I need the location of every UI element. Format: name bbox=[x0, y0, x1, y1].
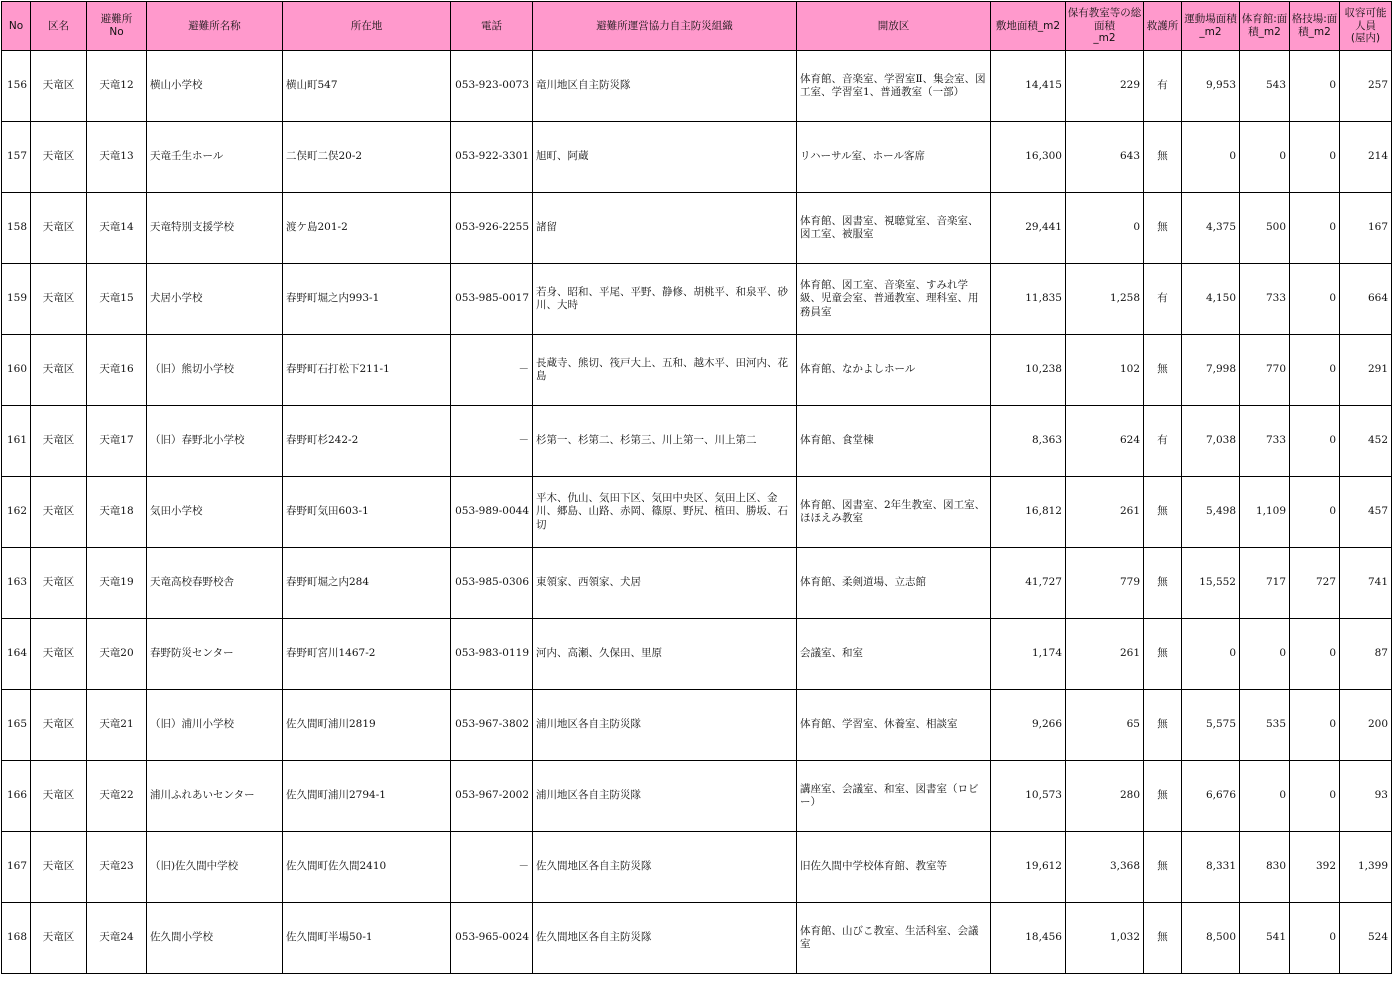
cell-open-areas: リハーサル室、ホール客席 bbox=[797, 122, 991, 193]
cell-open-areas: 講座室、会議室、和室、図書室（ロビー） bbox=[797, 761, 991, 832]
cell-ward: 天竜区 bbox=[31, 122, 87, 193]
cell-open-areas: 体育館、柔剣道場、立志館 bbox=[797, 548, 991, 619]
header-no: No bbox=[2, 2, 31, 51]
cell-open-areas: 体育館、山びこ教室、生活科室、会議室 bbox=[797, 903, 991, 974]
cell-open-areas: 旧佐久間中学校体育館、教室等 bbox=[797, 832, 991, 903]
cell-first-aid: 有 bbox=[1144, 51, 1182, 122]
cell-no: 156 bbox=[2, 51, 31, 122]
cell-site-area: 10,238 bbox=[991, 335, 1066, 406]
cell-organization: 長蔵寺、熊切、筏戸大上、五和、越木平、田河内、花島 bbox=[533, 335, 797, 406]
cell-address: 佐久間町佐久間2410 bbox=[283, 832, 451, 903]
cell-address: 渡ケ島201-2 bbox=[283, 193, 451, 264]
cell-first-aid: 無 bbox=[1144, 122, 1182, 193]
cell-shelter-no: 天竜14 bbox=[87, 193, 147, 264]
cell-shelter-name: 天竜高校春野校舎 bbox=[147, 548, 283, 619]
cell-gym-area: 0 bbox=[1240, 122, 1290, 193]
cell-no: 168 bbox=[2, 903, 31, 974]
cell-no: 166 bbox=[2, 761, 31, 832]
cell-phone: 053-923-0073 bbox=[451, 51, 533, 122]
cell-site-area: 10,573 bbox=[991, 761, 1066, 832]
cell-gym-area: 770 bbox=[1240, 335, 1290, 406]
cell-capacity: 457 bbox=[1340, 477, 1392, 548]
cell-ward: 天竜区 bbox=[31, 264, 87, 335]
cell-classroom-area: 0 bbox=[1066, 193, 1144, 264]
cell-shelter-no: 天竜19 bbox=[87, 548, 147, 619]
cell-playground-area: 4,375 bbox=[1182, 193, 1240, 264]
cell-organization: 竜川地区自主防災隊 bbox=[533, 51, 797, 122]
table-body bbox=[2, 51, 1392, 974]
cell-no: 157 bbox=[2, 122, 31, 193]
cell-address: 春野町石打松下211-1 bbox=[283, 335, 451, 406]
cell-site-area: 16,812 bbox=[991, 477, 1066, 548]
cell-martial-arts-area: 0 bbox=[1290, 406, 1340, 477]
cell-playground-area: 9,953 bbox=[1182, 51, 1240, 122]
cell-address: 春野町堀之内284 bbox=[283, 548, 451, 619]
cell-gym-area: 830 bbox=[1240, 832, 1290, 903]
cell-ward: 天竜区 bbox=[31, 832, 87, 903]
cell-shelter-name: （旧)佐久間中学校 bbox=[147, 832, 283, 903]
header-open-areas: 開放区 bbox=[797, 2, 991, 51]
cell-no: 158 bbox=[2, 193, 31, 264]
cell-no: 167 bbox=[2, 832, 31, 903]
cell-phone: 053-967-2002 bbox=[451, 761, 533, 832]
cell-classroom-area: 280 bbox=[1066, 761, 1144, 832]
cell-capacity: 452 bbox=[1340, 406, 1392, 477]
cell-organization: 平木、仇山、気田下区、気田中央区、気田上区、金川、郷島、山路、赤岡、篠原、野尻、植田、勝坂、石切 bbox=[533, 477, 797, 548]
table-row bbox=[2, 406, 1392, 477]
cell-site-area: 16,300 bbox=[991, 122, 1066, 193]
cell-shelter-name: 犬居小学校 bbox=[147, 264, 283, 335]
cell-phone: 053-965-0024 bbox=[451, 903, 533, 974]
shelter-table bbox=[1, 1, 1392, 974]
cell-address: 佐久間町浦川2794-1 bbox=[283, 761, 451, 832]
cell-playground-area: 6,676 bbox=[1182, 761, 1240, 832]
cell-playground-area: 7,038 bbox=[1182, 406, 1240, 477]
table-row bbox=[2, 264, 1392, 335]
cell-playground-area: 8,331 bbox=[1182, 832, 1240, 903]
header-capacity: 収容可能人員 (屋内) bbox=[1340, 2, 1392, 51]
cell-gym-area: 0 bbox=[1240, 619, 1290, 690]
cell-ward: 天竜区 bbox=[31, 548, 87, 619]
cell-phone: － bbox=[451, 406, 533, 477]
header-row bbox=[2, 2, 1392, 51]
table-row bbox=[2, 619, 1392, 690]
cell-shelter-name: （旧）熊切小学校 bbox=[147, 335, 283, 406]
cell-ward: 天竜区 bbox=[31, 335, 87, 406]
cell-classroom-area: 1,258 bbox=[1066, 264, 1144, 335]
cell-shelter-name: 佐久間小学校 bbox=[147, 903, 283, 974]
cell-shelter-name: （旧）浦川小学校 bbox=[147, 690, 283, 761]
cell-shelter-no: 天竜16 bbox=[87, 335, 147, 406]
cell-address: 春野町宮川1467-2 bbox=[283, 619, 451, 690]
cell-shelter-no: 天竜24 bbox=[87, 903, 147, 974]
cell-open-areas: 体育館、図工室、音楽室、すみれ学級、児童会室、普通教室、理科室、用務員室 bbox=[797, 264, 991, 335]
cell-shelter-name: （旧）春野北小学校 bbox=[147, 406, 283, 477]
cell-classroom-area: 3,368 bbox=[1066, 832, 1144, 903]
cell-first-aid: 無 bbox=[1144, 690, 1182, 761]
cell-first-aid: 無 bbox=[1144, 193, 1182, 264]
cell-playground-area: 8,500 bbox=[1182, 903, 1240, 974]
cell-shelter-no: 天竜15 bbox=[87, 264, 147, 335]
cell-first-aid: 無 bbox=[1144, 477, 1182, 548]
cell-shelter-name: 天竜壬生ホール bbox=[147, 122, 283, 193]
table-row bbox=[2, 335, 1392, 406]
cell-no: 165 bbox=[2, 690, 31, 761]
cell-site-area: 29,441 bbox=[991, 193, 1066, 264]
cell-ward: 天竜区 bbox=[31, 406, 87, 477]
cell-open-areas: 体育館、食堂棟 bbox=[797, 406, 991, 477]
cell-ward: 天竜区 bbox=[31, 193, 87, 264]
cell-shelter-no: 天竜13 bbox=[87, 122, 147, 193]
header-shelter-no: 避難所 No bbox=[87, 2, 147, 51]
cell-martial-arts-area: 392 bbox=[1290, 832, 1340, 903]
table-row bbox=[2, 548, 1392, 619]
cell-ward: 天竜区 bbox=[31, 690, 87, 761]
cell-ward: 天竜区 bbox=[31, 903, 87, 974]
cell-shelter-no: 天竜20 bbox=[87, 619, 147, 690]
cell-organization: 佐久間地区各自主防災隊 bbox=[533, 903, 797, 974]
table-row bbox=[2, 51, 1392, 122]
cell-shelter-name: 浦川ふれあいセンター bbox=[147, 761, 283, 832]
table-row bbox=[2, 690, 1392, 761]
cell-martial-arts-area: 0 bbox=[1290, 122, 1340, 193]
cell-capacity: 291 bbox=[1340, 335, 1392, 406]
cell-capacity: 524 bbox=[1340, 903, 1392, 974]
cell-organization: 浦川地区各自主防災隊 bbox=[533, 690, 797, 761]
cell-no: 159 bbox=[2, 264, 31, 335]
cell-no: 163 bbox=[2, 548, 31, 619]
cell-no: 160 bbox=[2, 335, 31, 406]
cell-organization: 諸留 bbox=[533, 193, 797, 264]
cell-playground-area: 4,150 bbox=[1182, 264, 1240, 335]
cell-address: 佐久間町浦川2819 bbox=[283, 690, 451, 761]
cell-gym-area: 717 bbox=[1240, 548, 1290, 619]
cell-playground-area: 0 bbox=[1182, 619, 1240, 690]
cell-gym-area: 0 bbox=[1240, 761, 1290, 832]
cell-open-areas: 体育館、なかよしホール bbox=[797, 335, 991, 406]
cell-no: 164 bbox=[2, 619, 31, 690]
header-shelter-name: 避難所名称 bbox=[147, 2, 283, 51]
table-row bbox=[2, 903, 1392, 974]
cell-first-aid: 無 bbox=[1144, 832, 1182, 903]
table-row bbox=[2, 832, 1392, 903]
cell-shelter-no: 天竜22 bbox=[87, 761, 147, 832]
table-row bbox=[2, 122, 1392, 193]
cell-first-aid: 無 bbox=[1144, 548, 1182, 619]
cell-capacity: 167 bbox=[1340, 193, 1392, 264]
cell-martial-arts-area: 0 bbox=[1290, 761, 1340, 832]
header-address: 所在地 bbox=[283, 2, 451, 51]
cell-organization: 若身、昭和、平尾、平野、静修、胡桃平、和泉平、砂川、大時 bbox=[533, 264, 797, 335]
cell-organization: 杉第一、杉第二、杉第三、川上第一、川上第二 bbox=[533, 406, 797, 477]
cell-organization: 旭町、阿蔵 bbox=[533, 122, 797, 193]
cell-gym-area: 733 bbox=[1240, 264, 1290, 335]
cell-phone: 053-967-3802 bbox=[451, 690, 533, 761]
cell-organization: 浦川地区各自主防災隊 bbox=[533, 761, 797, 832]
cell-playground-area: 7,998 bbox=[1182, 335, 1240, 406]
header-ward: 区名 bbox=[31, 2, 87, 51]
table-row bbox=[2, 477, 1392, 548]
cell-organization: 河内、高瀬、久保田、里原 bbox=[533, 619, 797, 690]
cell-address: 春野町堀之内993-1 bbox=[283, 264, 451, 335]
header-gym-area: 体育館:面積_m2 bbox=[1240, 2, 1290, 51]
cell-first-aid: 無 bbox=[1144, 619, 1182, 690]
cell-playground-area: 5,575 bbox=[1182, 690, 1240, 761]
cell-no: 162 bbox=[2, 477, 31, 548]
cell-address: 二俣町二俣20-2 bbox=[283, 122, 451, 193]
cell-capacity: 214 bbox=[1340, 122, 1392, 193]
cell-phone: － bbox=[451, 335, 533, 406]
header-classroom-area: 保有教室等の総面積 _m2 bbox=[1066, 2, 1144, 51]
cell-phone: 053-985-0017 bbox=[451, 264, 533, 335]
cell-capacity: 741 bbox=[1340, 548, 1392, 619]
cell-classroom-area: 102 bbox=[1066, 335, 1144, 406]
cell-martial-arts-area: 0 bbox=[1290, 903, 1340, 974]
cell-martial-arts-area: 0 bbox=[1290, 619, 1340, 690]
cell-playground-area: 5,498 bbox=[1182, 477, 1240, 548]
cell-ward: 天竜区 bbox=[31, 619, 87, 690]
cell-phone: 053-989-0044 bbox=[451, 477, 533, 548]
cell-classroom-area: 261 bbox=[1066, 619, 1144, 690]
cell-open-areas: 体育館、学習室、休養室、相談室 bbox=[797, 690, 991, 761]
cell-classroom-area: 624 bbox=[1066, 406, 1144, 477]
cell-address: 春野町気田603-1 bbox=[283, 477, 451, 548]
cell-shelter-name: 天竜特別支援学校 bbox=[147, 193, 283, 264]
cell-classroom-area: 1,032 bbox=[1066, 903, 1144, 974]
cell-shelter-name: 春野防災センター bbox=[147, 619, 283, 690]
cell-address: 春野町杉242-2 bbox=[283, 406, 451, 477]
header-first-aid: 救護所 bbox=[1144, 2, 1182, 51]
cell-shelter-name: 横山小学校 bbox=[147, 51, 283, 122]
cell-address: 佐久間町半場50-1 bbox=[283, 903, 451, 974]
cell-shelter-no: 天竜12 bbox=[87, 51, 147, 122]
cell-shelter-name: 気田小学校 bbox=[147, 477, 283, 548]
cell-address: 横山町547 bbox=[283, 51, 451, 122]
cell-playground-area: 0 bbox=[1182, 122, 1240, 193]
cell-martial-arts-area: 727 bbox=[1290, 548, 1340, 619]
cell-site-area: 14,415 bbox=[991, 51, 1066, 122]
cell-capacity: 200 bbox=[1340, 690, 1392, 761]
cell-site-area: 8,363 bbox=[991, 406, 1066, 477]
cell-classroom-area: 643 bbox=[1066, 122, 1144, 193]
cell-capacity: 87 bbox=[1340, 619, 1392, 690]
cell-martial-arts-area: 0 bbox=[1290, 193, 1340, 264]
cell-first-aid: 有 bbox=[1144, 264, 1182, 335]
cell-first-aid: 無 bbox=[1144, 335, 1182, 406]
cell-site-area: 19,612 bbox=[991, 832, 1066, 903]
table-row bbox=[2, 193, 1392, 264]
cell-site-area: 11,835 bbox=[991, 264, 1066, 335]
cell-first-aid: 有 bbox=[1144, 406, 1182, 477]
cell-gym-area: 535 bbox=[1240, 690, 1290, 761]
cell-shelter-no: 天竜23 bbox=[87, 832, 147, 903]
cell-site-area: 9,266 bbox=[991, 690, 1066, 761]
cell-martial-arts-area: 0 bbox=[1290, 690, 1340, 761]
cell-open-areas: 会議室、和室 bbox=[797, 619, 991, 690]
cell-capacity: 257 bbox=[1340, 51, 1392, 122]
cell-first-aid: 無 bbox=[1144, 761, 1182, 832]
cell-playground-area: 15,552 bbox=[1182, 548, 1240, 619]
header-site-area: 敷地面積_m2 bbox=[991, 2, 1066, 51]
cell-shelter-no: 天竜18 bbox=[87, 477, 147, 548]
cell-phone: 053-983-0119 bbox=[451, 619, 533, 690]
cell-classroom-area: 261 bbox=[1066, 477, 1144, 548]
cell-gym-area: 1,109 bbox=[1240, 477, 1290, 548]
cell-gym-area: 500 bbox=[1240, 193, 1290, 264]
header-phone: 電話 bbox=[451, 2, 533, 51]
cell-open-areas: 体育館、図書室、2年生教室、図工室、ほほえみ教室 bbox=[797, 477, 991, 548]
table-row bbox=[2, 761, 1392, 832]
cell-phone: 053-926-2255 bbox=[451, 193, 533, 264]
cell-martial-arts-area: 0 bbox=[1290, 51, 1340, 122]
cell-ward: 天竜区 bbox=[31, 761, 87, 832]
cell-classroom-area: 65 bbox=[1066, 690, 1144, 761]
header-cooperating-organization: 避難所運営協力自主防災組織 bbox=[533, 2, 797, 51]
header-martial-arts-area: 格技場:面積_m2 bbox=[1290, 2, 1340, 51]
cell-site-area: 18,456 bbox=[991, 903, 1066, 974]
cell-capacity: 664 bbox=[1340, 264, 1392, 335]
cell-phone: 053-985-0306 bbox=[451, 548, 533, 619]
cell-organization: 東領家、西領家、犬居 bbox=[533, 548, 797, 619]
cell-organization: 佐久間地区各自主防災隊 bbox=[533, 832, 797, 903]
cell-martial-arts-area: 0 bbox=[1290, 335, 1340, 406]
cell-shelter-no: 天竜21 bbox=[87, 690, 147, 761]
cell-ward: 天竜区 bbox=[31, 477, 87, 548]
cell-martial-arts-area: 0 bbox=[1290, 477, 1340, 548]
cell-capacity: 93 bbox=[1340, 761, 1392, 832]
cell-phone: 053-922-3301 bbox=[451, 122, 533, 193]
cell-gym-area: 543 bbox=[1240, 51, 1290, 122]
cell-no: 161 bbox=[2, 406, 31, 477]
cell-martial-arts-area: 0 bbox=[1290, 264, 1340, 335]
cell-shelter-no: 天竜17 bbox=[87, 406, 147, 477]
cell-site-area: 1,174 bbox=[991, 619, 1066, 690]
cell-open-areas: 体育館、図書室、視聴覚室、音楽室、図工室、被服室 bbox=[797, 193, 991, 264]
cell-classroom-area: 779 bbox=[1066, 548, 1144, 619]
cell-gym-area: 733 bbox=[1240, 406, 1290, 477]
cell-site-area: 41,727 bbox=[991, 548, 1066, 619]
cell-open-areas: 体育館、音楽室、学習室Ⅱ、集会室、図工室、学習室1、普通教室（一部） bbox=[797, 51, 991, 122]
cell-phone: － bbox=[451, 832, 533, 903]
cell-first-aid: 無 bbox=[1144, 903, 1182, 974]
cell-classroom-area: 229 bbox=[1066, 51, 1144, 122]
cell-ward: 天竜区 bbox=[31, 51, 87, 122]
cell-gym-area: 541 bbox=[1240, 903, 1290, 974]
cell-capacity: 1,399 bbox=[1340, 832, 1392, 903]
header-playground-area: 運動場面積_m2 bbox=[1182, 2, 1240, 51]
